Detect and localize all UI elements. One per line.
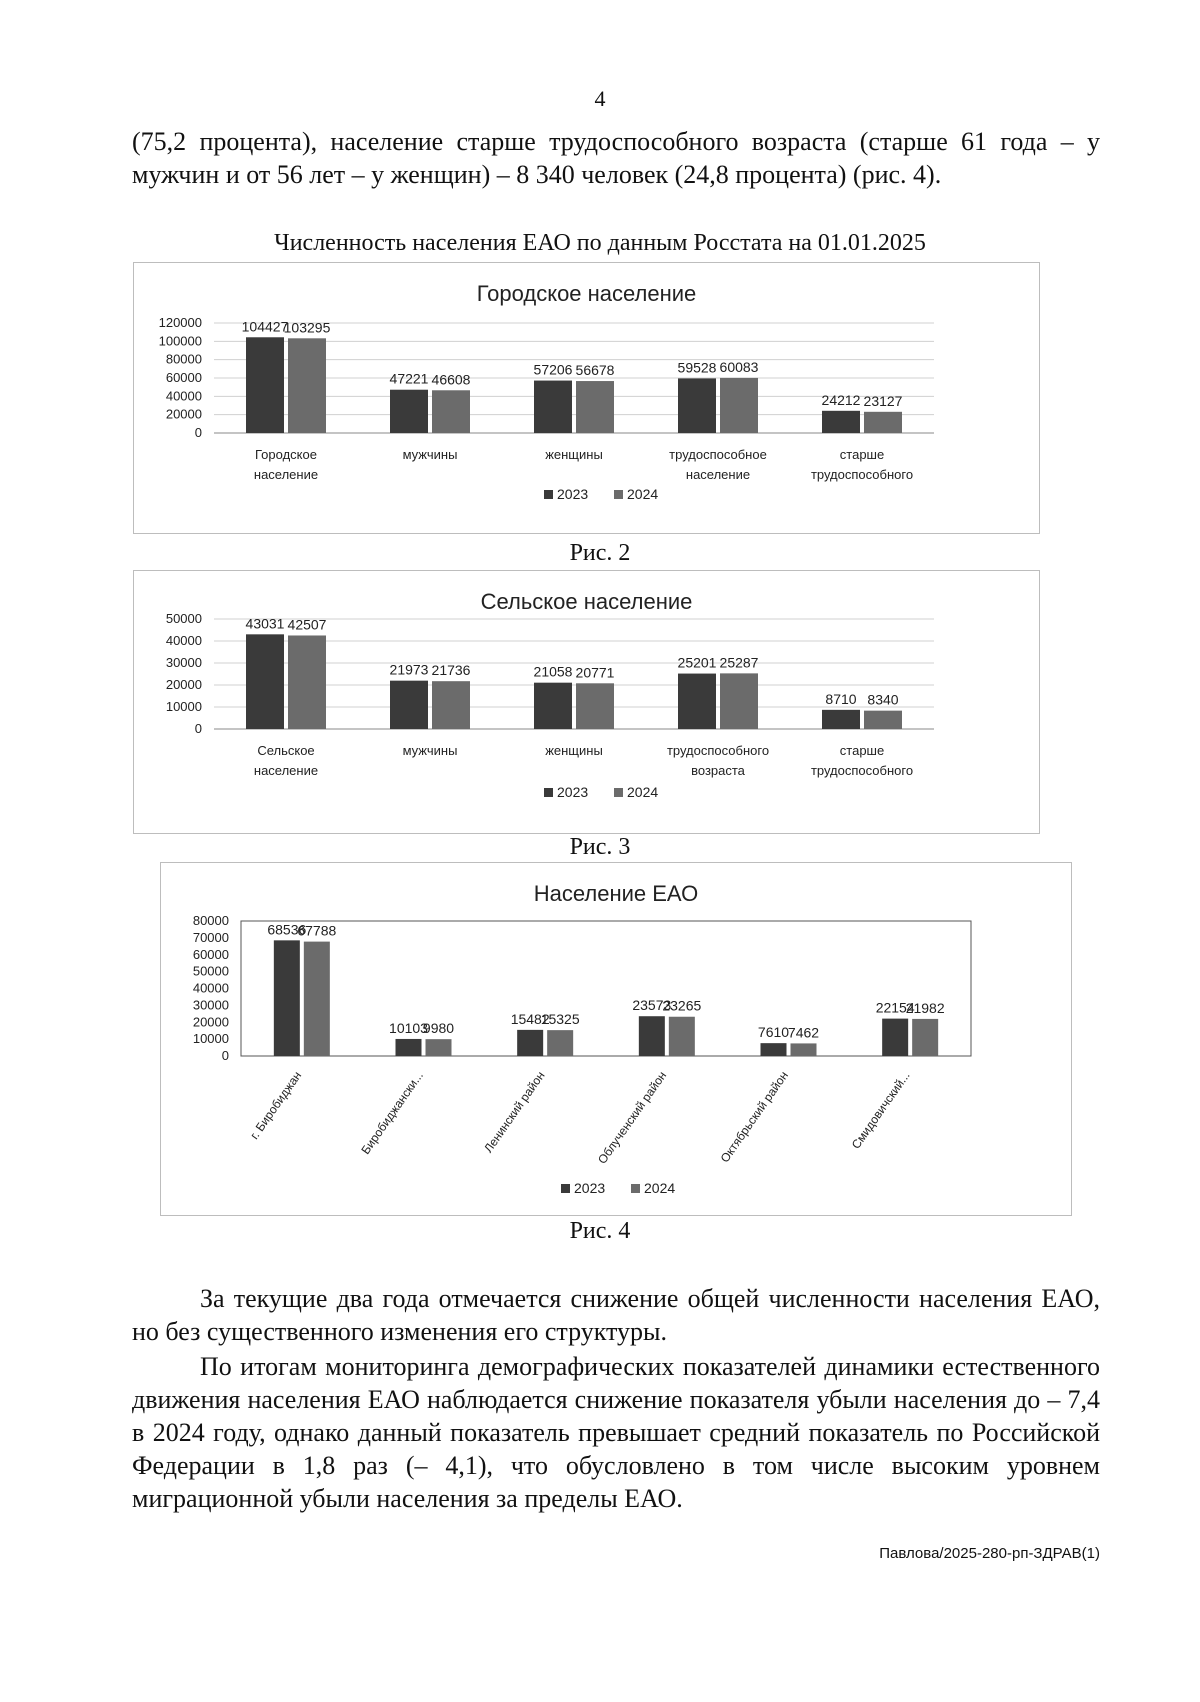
y-tick-label: 50000 bbox=[165, 611, 202, 626]
y-tick-label: 40000 bbox=[165, 388, 202, 404]
category-label: трудоспособного bbox=[810, 467, 914, 482]
bar-2024 bbox=[547, 1030, 573, 1056]
bar-2023 bbox=[517, 1030, 543, 1056]
data-label: 15325 bbox=[540, 1011, 580, 1028]
data-label: 21982 bbox=[905, 999, 945, 1016]
bar-2023 bbox=[882, 1019, 908, 1056]
bar-2024 bbox=[720, 673, 758, 729]
chart-title: Сельское население bbox=[480, 589, 693, 614]
legend-label: 2023 bbox=[557, 486, 589, 502]
bar-2023 bbox=[390, 390, 428, 433]
y-tick-label: 60000 bbox=[192, 946, 229, 962]
data-label: 59528 bbox=[677, 359, 717, 376]
bar-2024 bbox=[791, 1043, 817, 1056]
bar-2023 bbox=[246, 634, 284, 729]
legend-label: 2024 bbox=[627, 784, 659, 800]
data-label: 10103 bbox=[389, 1019, 428, 1036]
plot-frame bbox=[241, 921, 971, 1056]
data-label: 25287 bbox=[719, 654, 759, 671]
bar-2024 bbox=[864, 412, 902, 433]
bar-2024 bbox=[912, 1019, 938, 1056]
legend-swatch-2024 bbox=[614, 788, 623, 797]
data-label: 23573 bbox=[632, 997, 672, 1014]
category-label: мужчины bbox=[402, 447, 458, 462]
category-label: мужчины bbox=[402, 743, 458, 758]
legend-label: 2023 bbox=[557, 784, 589, 800]
data-label: 23127 bbox=[863, 392, 903, 409]
data-label: 9980 bbox=[422, 1020, 455, 1037]
y-tick-label: 20000 bbox=[165, 406, 202, 422]
category-label: Смидовичский... bbox=[848, 1068, 913, 1152]
paragraph-top: (75,2 процента), население старше трудоспособного возраста (старше 61 года – у мужчин и от 56 лет – у женщин) – 8 340 человек (24,8 процента) (рис. 4). bbox=[132, 127, 1100, 189]
bar-2024 bbox=[720, 378, 758, 433]
data-label: 8710 bbox=[825, 690, 857, 707]
bar-2024 bbox=[288, 635, 326, 729]
category-label: трудоспособного bbox=[666, 743, 770, 758]
paragraph-bottom-1: За текущие два года отмечается снижение общей численности населения ЕАО, но без существенного изменения его структуры. bbox=[132, 1284, 1100, 1346]
y-tick-label: 50000 bbox=[192, 963, 229, 979]
legend-swatch-2024 bbox=[614, 490, 623, 499]
chart-urban bbox=[133, 262, 1040, 534]
data-label: 57206 bbox=[533, 361, 573, 378]
data-label: 7610 bbox=[757, 1024, 790, 1041]
category-label: Биробиджански... bbox=[358, 1068, 426, 1157]
data-label: 24212 bbox=[821, 391, 861, 408]
chart-title: Население ЕАО bbox=[533, 881, 699, 906]
caption-fig2: Рис. 2 bbox=[569, 540, 631, 566]
figure-title: Численность населения ЕАО по данным Росстата на 01.01.2025 bbox=[274, 230, 926, 256]
bar-2023 bbox=[390, 681, 428, 729]
paragraph-bottom-2: По итогам мониторинга демографических показателей динамики естественного движения населения ЕАО наблюдается снижение показателя убыли населения до – 7,4 в 2024 году, однако данный показатель превышает средний показатель по Российской Федерации в 1,8 раз (– 4,1), что обусловлено в том числе высоким уровнем миграционной убыли населения за пределы ЕАО. bbox=[132, 1352, 1100, 1513]
chart-title: Городское население bbox=[476, 281, 697, 306]
chart-rural bbox=[133, 570, 1040, 834]
bar-2023 bbox=[274, 940, 300, 1056]
y-tick-label: 40000 bbox=[165, 633, 202, 648]
y-tick-label: 0 bbox=[194, 721, 202, 736]
y-tick-label: 80000 bbox=[165, 351, 202, 367]
bar-2024 bbox=[426, 1039, 452, 1056]
bar-2024 bbox=[432, 390, 470, 433]
caption-fig3: Рис. 3 bbox=[569, 834, 631, 860]
data-label: 60083 bbox=[719, 358, 759, 375]
chart-eao bbox=[160, 862, 1072, 1216]
bar-2024 bbox=[576, 683, 614, 729]
bar-2023 bbox=[678, 378, 716, 433]
data-label: 104427 bbox=[241, 318, 289, 335]
bar-2024 bbox=[432, 681, 470, 729]
caption-fig4: Рис. 4 bbox=[569, 1218, 631, 1244]
bar-2024 bbox=[576, 381, 614, 433]
data-label: 15482 bbox=[510, 1010, 550, 1027]
data-label: 47221 bbox=[389, 370, 429, 387]
chart-urban-svg bbox=[134, 263, 1039, 533]
bar-2023 bbox=[534, 683, 572, 729]
bar-2024 bbox=[864, 711, 902, 729]
bar-2023 bbox=[396, 1039, 422, 1056]
legend-swatch-2023 bbox=[544, 490, 553, 499]
y-tick-label: 40000 bbox=[192, 980, 229, 996]
data-label: 68536 bbox=[267, 921, 307, 938]
y-tick-label: 30000 bbox=[192, 997, 229, 1013]
bar-2024 bbox=[669, 1017, 695, 1056]
data-label: 67788 bbox=[297, 922, 337, 939]
legend-label: 2024 bbox=[627, 486, 659, 502]
category-label: население bbox=[253, 467, 319, 482]
category-label: возраста bbox=[691, 763, 745, 778]
y-tick-label: 0 bbox=[221, 1048, 229, 1063]
data-label: 21736 bbox=[431, 662, 471, 679]
y-tick-label: 20000 bbox=[165, 677, 202, 692]
bar-2023 bbox=[246, 337, 284, 433]
category-label: Городское bbox=[255, 447, 317, 462]
bar-2023 bbox=[822, 411, 860, 433]
data-label: 21058 bbox=[533, 663, 573, 680]
data-label: 23265 bbox=[662, 997, 702, 1014]
category-label: Облученский район bbox=[594, 1068, 670, 1167]
data-label: 56678 bbox=[575, 362, 615, 379]
bar-2023 bbox=[822, 710, 860, 729]
category-label: г. Биробиджан bbox=[247, 1068, 305, 1142]
category-label: женщины bbox=[545, 447, 603, 462]
data-label: 43031 bbox=[245, 615, 285, 632]
y-tick-label: 120000 bbox=[158, 315, 202, 330]
data-label: 8340 bbox=[867, 691, 899, 708]
legend-swatch-2023 bbox=[561, 1184, 570, 1193]
data-label: 46608 bbox=[431, 371, 471, 388]
y-tick-label: 10000 bbox=[192, 1031, 229, 1047]
bar-2024 bbox=[304, 942, 330, 1056]
y-tick-label: 10000 bbox=[165, 699, 202, 714]
bar-2024 bbox=[288, 338, 326, 433]
category-label: старше bbox=[839, 447, 885, 462]
category-label: женщины bbox=[545, 743, 603, 758]
category-label: Сельское bbox=[257, 743, 315, 758]
y-tick-label: 70000 bbox=[192, 929, 229, 945]
category-label: Октябрьский район bbox=[717, 1068, 791, 1166]
y-tick-label: 60000 bbox=[165, 370, 202, 385]
bar-2023 bbox=[761, 1043, 787, 1056]
legend-swatch-2024 bbox=[631, 1184, 640, 1193]
y-tick-label: 0 bbox=[194, 425, 202, 440]
data-label: 22154 bbox=[875, 999, 915, 1016]
bar-2023 bbox=[639, 1016, 665, 1056]
y-tick-label: 20000 bbox=[192, 1014, 229, 1030]
category-label: Ленинский район bbox=[481, 1068, 548, 1156]
category-label: старше bbox=[839, 743, 885, 758]
category-label: население bbox=[253, 763, 319, 778]
bar-2023 bbox=[534, 381, 572, 433]
data-label: 21973 bbox=[389, 661, 429, 678]
legend-swatch-2023 bbox=[544, 788, 553, 797]
y-tick-label: 100000 bbox=[158, 333, 202, 349]
legend-label: 2024 bbox=[644, 1180, 676, 1196]
data-label: 20771 bbox=[575, 664, 615, 681]
data-label: 42507 bbox=[287, 616, 327, 633]
document-footer: Павлова/2025-280-рп-ЗДРАВ(1) bbox=[879, 1545, 1100, 1562]
data-label: 25201 bbox=[677, 654, 717, 671]
y-tick-label: 80000 bbox=[192, 913, 229, 928]
chart-rural-svg bbox=[134, 571, 1039, 833]
category-label: трудоспособного bbox=[810, 763, 914, 778]
category-label: население bbox=[685, 467, 751, 482]
data-label: 103295 bbox=[283, 319, 331, 336]
data-label: 7462 bbox=[787, 1024, 820, 1041]
page-number: 4 bbox=[594, 86, 606, 111]
y-tick-label: 30000 bbox=[165, 655, 202, 670]
legend-label: 2023 bbox=[574, 1180, 606, 1196]
chart-eao-svg bbox=[161, 863, 1071, 1215]
bar-2023 bbox=[678, 674, 716, 729]
category-label: трудоспособное bbox=[669, 447, 767, 462]
